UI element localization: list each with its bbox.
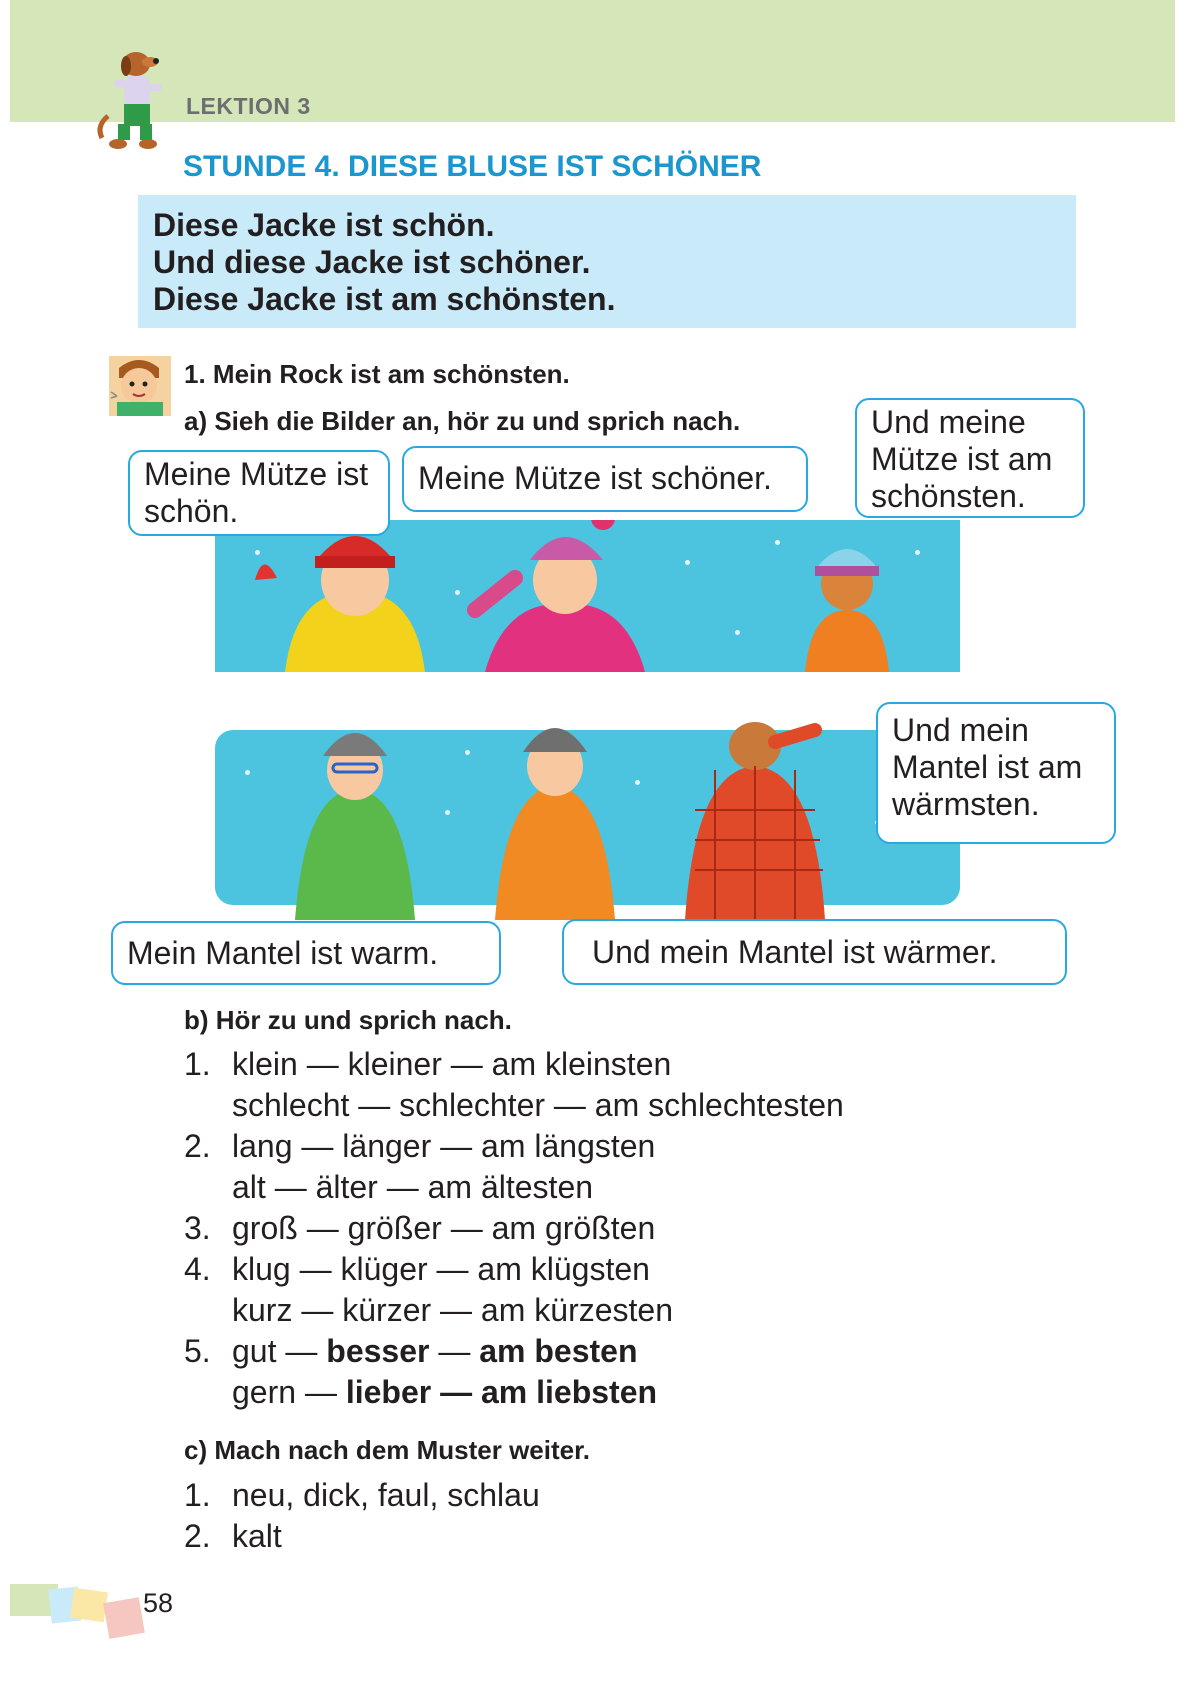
- superlative-form: am liebsten: [480, 1374, 658, 1410]
- base-form: gern: [232, 1374, 297, 1410]
- comparative-form: besser: [326, 1333, 430, 1369]
- base-form: lang: [232, 1128, 293, 1164]
- comparative-form: älter: [315, 1169, 378, 1205]
- header-band: [10, 0, 1175, 122]
- page-number: 58: [143, 1588, 174, 1618]
- winter-scene-bottom: [215, 690, 960, 920]
- task-1c-list: 1. neu, dick, faul, schlau 2. kalt: [184, 1477, 540, 1554]
- speech-bubble-3: Und meine Mütze ist am schönsten.: [855, 398, 1085, 518]
- base-form: groß: [232, 1210, 298, 1246]
- speech-bubble-5: Mein Mantel ist warm.: [111, 921, 501, 985]
- winter-scene-top: [215, 520, 960, 672]
- page-corner-decoration: [10, 1580, 145, 1640]
- grammar-rule-box: [138, 195, 1076, 328]
- base-form: schlecht: [232, 1087, 350, 1123]
- task-1-title: 1. Mein Rock ist am schönsten.: [184, 359, 570, 389]
- base-form: gut: [232, 1333, 277, 1369]
- superlative-form: am kürzesten: [480, 1292, 673, 1328]
- comparative-form: lieber: [345, 1374, 432, 1410]
- rule-line-1: Diese Jacke ist schön.: [153, 207, 495, 243]
- superlative-form: am größten: [491, 1210, 656, 1246]
- dog-mascot-icon: [88, 46, 178, 156]
- superlative-form: am klügsten: [477, 1251, 650, 1287]
- page-title: STUNDE 4. DIESE BLUSE IST SCHÖNER: [183, 150, 762, 183]
- comparative-form: klüger: [340, 1251, 428, 1287]
- speech-bubble-4: Und mein Mantel ist am wärmsten.: [876, 702, 1116, 844]
- task-1b-instruction: b) Hör zu und sprich nach.: [184, 1005, 512, 1035]
- comparative-form: schlechter: [399, 1087, 546, 1123]
- task-1c-instruction: c) Mach nach dem Muster weiter.: [184, 1435, 591, 1465]
- base-form: kurz: [232, 1292, 293, 1328]
- base-form: alt: [232, 1169, 266, 1205]
- comparative-form: kürzer: [342, 1292, 432, 1328]
- speech-bubble-2: Meine Mütze ist schöner.: [402, 446, 808, 512]
- speech-bubble-6: Und mein Mantel ist wärmer.: [562, 919, 1067, 985]
- comparative-form: länger: [342, 1128, 432, 1164]
- rule-line-2: Und diese Jacke ist schöner.: [153, 244, 591, 280]
- superlative-form: am kleinsten: [491, 1046, 672, 1082]
- speech-bubble-1: Meine Mütze ist schön.: [128, 450, 390, 536]
- superlative-form: am längsten: [481, 1128, 656, 1164]
- lesson-label: LEKTION 3: [186, 93, 311, 119]
- superlative-form: am ältesten: [427, 1169, 594, 1205]
- comparative-form: kleiner: [347, 1046, 442, 1082]
- comparative-form: größer: [347, 1210, 442, 1246]
- rule-line-3: Diese Jacke ist am schönsten.: [153, 281, 616, 317]
- task-1a-instruction: a) Sieh die Bilder an, hör zu und sprich nach.: [184, 406, 741, 436]
- superlative-form: am besten: [479, 1333, 638, 1369]
- superlative-form: am schlechtesten: [594, 1087, 844, 1123]
- comparison-list: 1. klein — kleiner — am kleinsten schlecht — schlechter — am schlechtesten 2. lang — länger — am längsten alt — älter — am ältesten 3. groß — größer — am größten 4. klug — klüger — am klügsten kurz — kürzer — am kürzesten 5. gut — besser — am besten gern — lieber — am liebsten: [184, 1046, 844, 1410]
- base-form: klug: [232, 1251, 291, 1287]
- base-form: klein: [232, 1046, 298, 1082]
- listening-boy-icon: [109, 356, 171, 416]
